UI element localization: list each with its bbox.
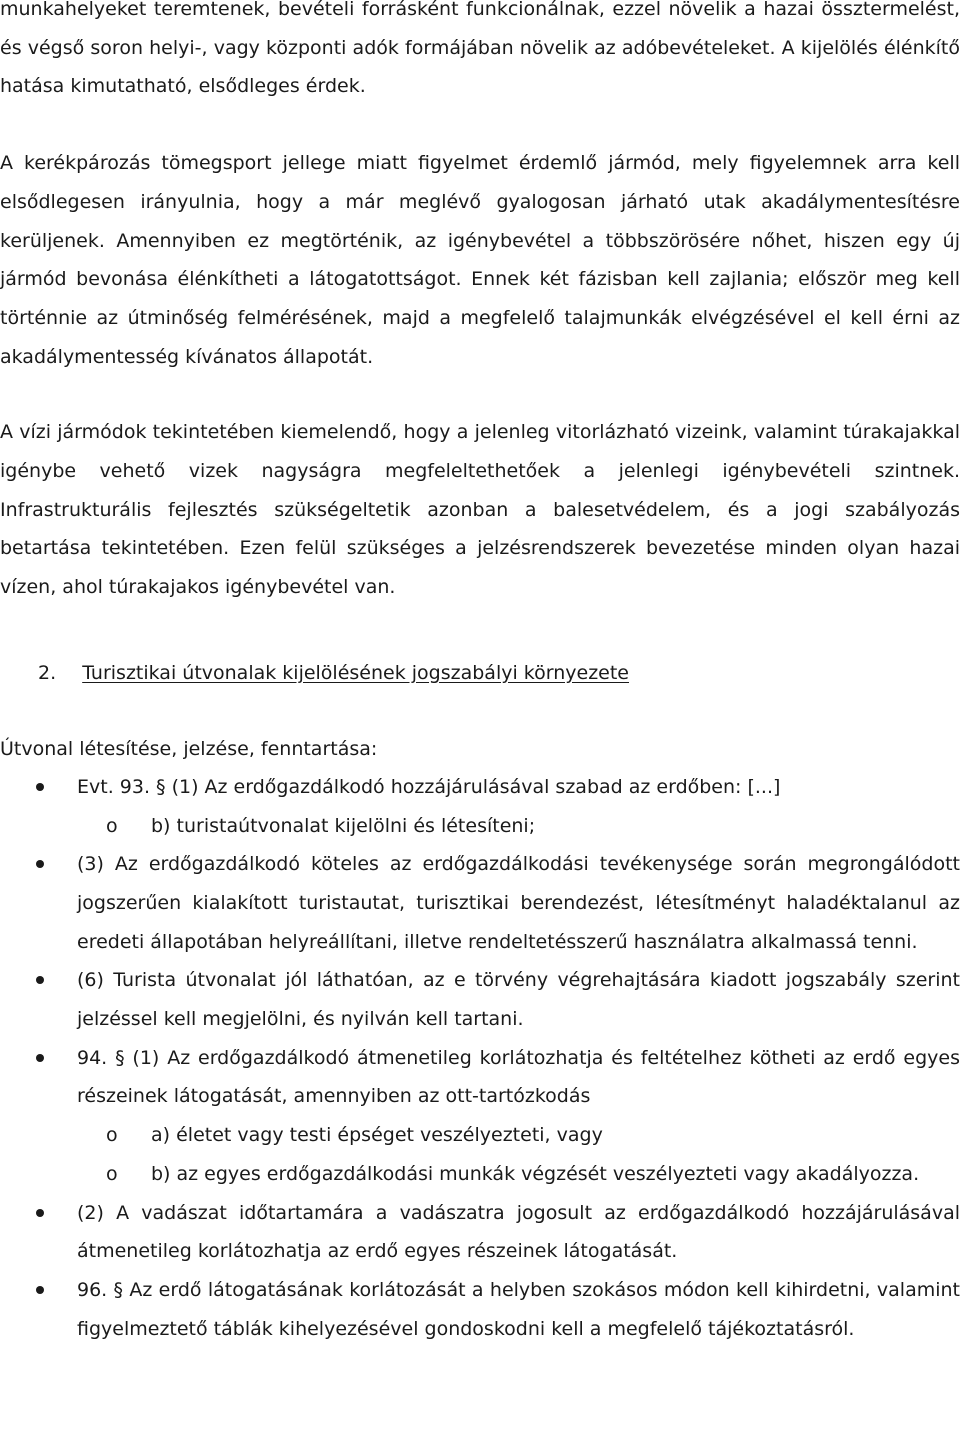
sub-list-item bbox=[77, 1116, 960, 1155]
route-intro-line: Útvonal létesítése, jelzése, fenntartása: bbox=[0, 737, 378, 760]
list-item-text: 96. § Az erdő látogatásának korlátozását a helyben szokásos módon kell kihirdetni, valamint figyelmeztető táblák kihelyezésével gondoskodni kell a megfelelő tájékoztatásról. bbox=[77, 1278, 960, 1340]
paragraph-tourism-economy: munkahelyeket teremtenek, bevételi forrásként funkcionálnak, ezzel növelik a hazai össztermelést, és végső soron helyi-, vagy központi adók formájában növelik az adóbevételeket. A kijelölés élénkítő hatása kimutatható, elsődleges érdek. bbox=[0, 0, 960, 98]
sub-bullet-marker: o bbox=[106, 814, 118, 837]
list-item-text: (3) Az erdőgazdálkodó köteles az erdőgazdálkodási tevékenysége során megrongálódott jogszerűen kialakított turistautat, turisztikai berendezést, létesítményt haladéktalanul az eredeti állapotában helyreállítani, illetve rendeltetésszerű használatra alkalmassá tenni. bbox=[77, 853, 960, 953]
list-item bbox=[0, 1039, 960, 1194]
sub-list bbox=[77, 807, 960, 846]
list-item bbox=[0, 961, 960, 1038]
bullet-icon bbox=[36, 860, 44, 868]
list-item bbox=[0, 845, 960, 961]
section-title: Turisztikai útvonalak kijelölésének jogszabályi környezete bbox=[82, 661, 629, 684]
list-item-text: 94. § (1) Az erdőgazdálkodó átmenetileg korlátozhatja és feltételhez kötheti az erdő egyes részeinek látogatását, amennyiben az ott-tartózkodás bbox=[77, 1046, 960, 1108]
sub-list-item bbox=[77, 1155, 960, 1194]
sub-list-item bbox=[77, 807, 960, 846]
sub-bullet-marker: o bbox=[106, 1124, 118, 1147]
list-item-text: (2) A vadászat időtartamára a vadászatra jogosult az erdőgazdálkodó hozzájárulásával átmenetileg korlátozhatja az erdő egyes részeinek látogatását. bbox=[77, 1201, 960, 1263]
list-item bbox=[0, 768, 960, 845]
sub-list bbox=[77, 1116, 960, 1193]
list-item bbox=[0, 1194, 960, 1271]
paragraph-cycling: A kerékpározás tömegsport jellege miatt figyelmet érdemlő jármód, mely figyelemnek arra kell elsődlegesen irányulnia, hogy a már meglévő gyalogosan járható utak akadálymentesítésre kerüljenek. Amennyiben ez megtörténik, az igénybevétel a többszörösére nőhet, hiszen egy új jármód bevonása élénkítheti a látogatottságot. Ennek két fázisban kell zajlania; először meg kell történnie az útminőség felmérésének, majd a megfelelő talajmunkák elvégzésével el kell érni az akadálymentesség kívánatos állapotát. bbox=[0, 152, 960, 368]
list-item-text: Evt. 93. § (1) Az erdőgazdálkodó hozzájárulásával szabad az erdőben: [...] bbox=[77, 775, 781, 798]
legal-bullet-list bbox=[0, 768, 960, 1349]
list-item bbox=[0, 1271, 960, 1348]
section-number: 2. bbox=[38, 661, 57, 684]
sub-list-item-text: b) turistaútvonalat kijelölni és létesíteni; bbox=[151, 814, 536, 837]
paragraph-water-routes: A vízi jármódok tekintetében kiemelendő, hogy a jelenleg vitorlázható vizeink, valamint túrakajakkal igénybe vehető vizek nagyságra megfeleltethetőek a jelenlegi igénybevételi szintnek. Infrastrukturális fejlesztés szükségeltetik azonban a balesetvédelem, és a jogi szabályozás betartása tekintetében. Ezen felül szükséges a jelzésrendszerek bevezetése minden olyan hazai vízen, ahol túrakajakos igénybevétel van. bbox=[0, 421, 960, 599]
bullet-icon bbox=[36, 1209, 44, 1217]
bullet-icon bbox=[36, 1054, 44, 1062]
bullet-icon bbox=[36, 783, 44, 791]
list-item-text: (6) Turista útvonalat jól láthatóan, az e törvény végrehajtására kiadott jogszabály szerint jelzéssel kell megjelölni, és nyilván kell tartani. bbox=[77, 969, 960, 1031]
bullet-icon bbox=[36, 976, 44, 984]
sub-list-item-text: a) életet vagy testi épséget veszélyezteti, vagy bbox=[151, 1124, 603, 1147]
bullet-icon bbox=[36, 1286, 44, 1294]
section-heading bbox=[38, 654, 960, 692]
sub-bullet-marker: o bbox=[106, 1162, 118, 1185]
sub-list-item-text: b) az egyes erdőgazdálkodási munkák végzését veszélyezteti vagy akadályozza. bbox=[151, 1162, 920, 1185]
